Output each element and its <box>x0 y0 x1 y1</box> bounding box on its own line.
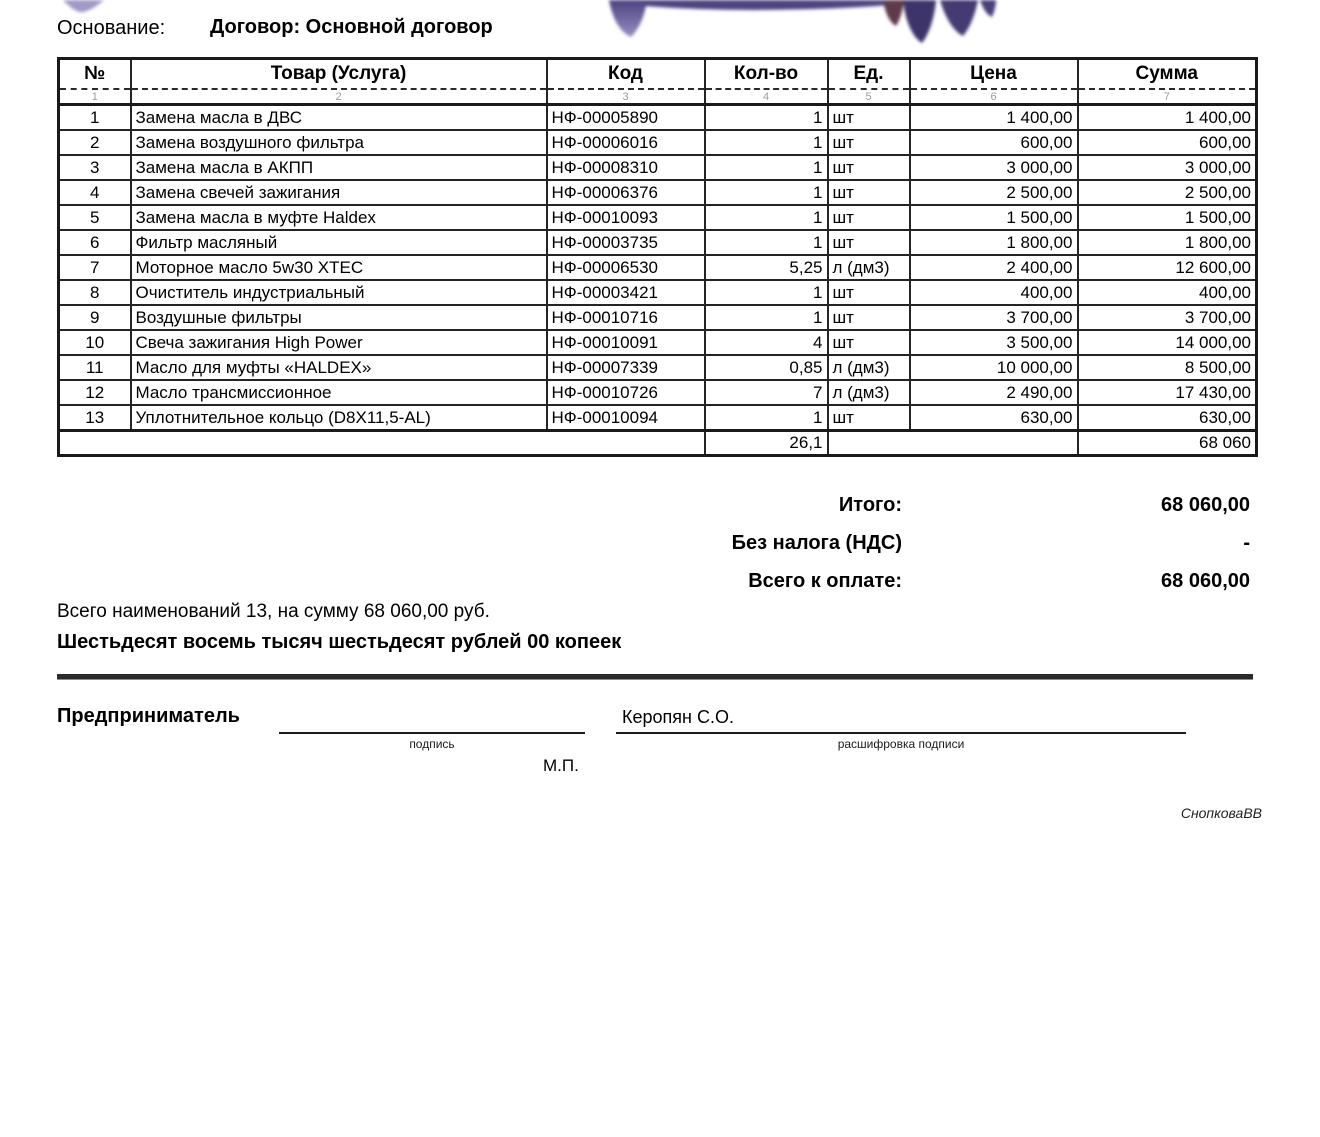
signer-role: Предприниматель <box>57 705 240 727</box>
column-numbers-row <box>59 89 1257 105</box>
row-number: 5 <box>59 205 131 230</box>
table-header-row <box>59 59 1257 90</box>
header-price: Цена <box>910 59 1078 90</box>
signature-caption: подпись <box>409 737 455 751</box>
item-unit: шт <box>828 330 910 355</box>
item-name: Уплотнительное кольцо (D8X11,5-AL) <box>131 405 547 431</box>
item-code: НФ-00006016 <box>547 130 705 155</box>
table-row <box>59 280 1257 305</box>
item-price: 2 500,00 <box>910 180 1078 205</box>
item-code: НФ-00010094 <box>547 405 705 431</box>
total-label: Итого: <box>838 493 902 516</box>
table-totals-row <box>59 431 1257 456</box>
basis-value: Договор: Основной договор <box>210 16 493 38</box>
item-qty: 0,85 <box>705 355 828 380</box>
executor-note: СнопковаВВ <box>1180 805 1262 821</box>
amount-in-words: Шестьдесят восемь тысяч шестьдесят рублей 00 копеек <box>57 631 622 653</box>
item-unit: л (дм3) <box>828 355 910 380</box>
item-sum: 400,00 <box>1078 280 1257 305</box>
item-sum: 8 500,00 <box>1078 355 1257 380</box>
row-number: 2 <box>59 130 131 155</box>
signature-ink-icon <box>0 0 1320 55</box>
signature-name-caption: расшифровка подписи <box>837 737 965 751</box>
item-qty: 1 <box>705 130 828 155</box>
total-label: Без налога (НДС) <box>731 531 902 554</box>
item-price: 1 800,00 <box>910 230 1078 255</box>
item-sum: 600,00 <box>1078 130 1257 155</box>
totals-row-spacer <box>828 431 1078 456</box>
item-name: Моторное масло 5w30 XTEC <box>131 255 547 280</box>
item-code: НФ-00010716 <box>547 305 705 330</box>
items-count-line: Всего наименований 13, на сумму 68 060,00 руб. <box>57 601 490 622</box>
item-price: 10 000,00 <box>910 355 1078 380</box>
item-name: Масло для муфты «HALDEX» <box>131 355 547 380</box>
section-divider <box>57 674 1253 680</box>
total-row-payable <box>57 562 1250 600</box>
item-qty: 1 <box>705 280 828 305</box>
item-price: 1 500,00 <box>910 205 1078 230</box>
item-code: НФ-00003421 <box>547 280 705 305</box>
header-code: Код <box>547 59 705 90</box>
column-number: 1 <box>59 89 131 105</box>
item-qty: 1 <box>705 155 828 180</box>
item-qty: 1 <box>705 180 828 205</box>
column-number: 3 <box>547 89 705 105</box>
row-number: 10 <box>59 330 131 355</box>
item-sum: 2 500,00 <box>1078 180 1257 205</box>
table-row <box>59 180 1257 205</box>
item-name: Замена масла в ДВС <box>131 105 547 131</box>
table-row <box>59 155 1257 180</box>
row-number: 12 <box>59 380 131 405</box>
table-row <box>59 255 1257 280</box>
total-row-no-vat <box>57 524 1250 562</box>
item-name: Замена масла в муфте Haldex <box>131 205 547 230</box>
item-unit: шт <box>828 180 910 205</box>
item-name: Свеча зажигания High Power <box>131 330 547 355</box>
item-code: НФ-00006530 <box>547 255 705 280</box>
item-qty: 4 <box>705 330 828 355</box>
item-sum: 1 400,00 <box>1078 105 1257 131</box>
header-name: Товар (Услуга) <box>131 59 547 90</box>
item-sum: 14 000,00 <box>1078 330 1257 355</box>
item-unit: шт <box>828 130 910 155</box>
item-qty: 1 <box>705 230 828 255</box>
item-code: НФ-00008310 <box>547 155 705 180</box>
item-price: 3 700,00 <box>910 305 1078 330</box>
header-unit: Ед. <box>828 59 910 90</box>
total-label: Всего к оплате: <box>748 569 902 592</box>
header-sum: Сумма <box>1078 59 1257 90</box>
table-row <box>59 205 1257 230</box>
item-qty: 1 <box>705 405 828 431</box>
item-qty: 5,25 <box>705 255 828 280</box>
item-code: НФ-00010093 <box>547 205 705 230</box>
item-sum: 3 000,00 <box>1078 155 1257 180</box>
column-number: 2 <box>131 89 547 105</box>
table-row <box>59 380 1257 405</box>
item-sum: 1 500,00 <box>1078 205 1257 230</box>
column-number: 6 <box>910 89 1078 105</box>
table-row <box>59 130 1257 155</box>
item-sum: 3 700,00 <box>1078 305 1257 330</box>
item-sum: 17 430,00 <box>1078 380 1257 405</box>
row-number: 6 <box>59 230 131 255</box>
total-value: 68 060,00 <box>1161 493 1250 516</box>
item-unit: шт <box>828 230 910 255</box>
item-name: Фильтр масляный <box>131 230 547 255</box>
items-table <box>57 57 1258 457</box>
item-price: 630,00 <box>910 405 1078 431</box>
item-sum: 1 800,00 <box>1078 230 1257 255</box>
item-price: 2 400,00 <box>910 255 1078 280</box>
table-row <box>59 105 1257 131</box>
item-code: НФ-00010726 <box>547 380 705 405</box>
item-unit: л (дм3) <box>828 380 910 405</box>
stamp-place-mark: М.П. <box>543 756 579 775</box>
item-unit: шт <box>828 205 910 230</box>
total-sum: 68 060 <box>1078 431 1257 456</box>
totals-block <box>57 486 1250 600</box>
table-row <box>59 305 1257 330</box>
item-price: 3 000,00 <box>910 155 1078 180</box>
item-qty: 1 <box>705 105 828 131</box>
item-unit: шт <box>828 105 910 131</box>
item-price: 1 400,00 <box>910 105 1078 131</box>
item-unit: шт <box>828 305 910 330</box>
total-value: 68 060,00 <box>1161 569 1250 592</box>
item-price: 600,00 <box>910 130 1078 155</box>
item-unit: шт <box>828 280 910 305</box>
total-row-itogo <box>57 486 1250 524</box>
item-code: НФ-00010091 <box>547 330 705 355</box>
item-name: Замена свечей зажигания <box>131 180 547 205</box>
item-unit: шт <box>828 405 910 431</box>
column-number: 4 <box>705 89 828 105</box>
header-num: № <box>59 59 131 90</box>
item-qty: 1 <box>705 205 828 230</box>
item-price: 2 490,00 <box>910 380 1078 405</box>
item-sum: 630,00 <box>1078 405 1257 431</box>
row-number: 13 <box>59 405 131 431</box>
header-qty: Кол-во <box>705 59 828 90</box>
row-number: 8 <box>59 280 131 305</box>
row-number: 1 <box>59 105 131 131</box>
item-qty: 7 <box>705 380 828 405</box>
item-name: Масло трансмиссионное <box>131 380 547 405</box>
item-name: Замена воздушного фильтра <box>131 130 547 155</box>
table-row <box>59 330 1257 355</box>
item-name: Замена масла в АКПП <box>131 155 547 180</box>
item-name: Воздушные фильтры <box>131 305 547 330</box>
total-quantity: 26,1 <box>705 431 828 456</box>
signature-line <box>279 732 585 734</box>
column-number: 5 <box>828 89 910 105</box>
item-code: НФ-00007339 <box>547 355 705 380</box>
basis-label: Основание: <box>57 17 166 39</box>
row-number: 11 <box>59 355 131 380</box>
table-row <box>59 355 1257 380</box>
totals-row-spacer <box>59 431 705 456</box>
item-name: Очиститель индустриальный <box>131 280 547 305</box>
row-number: 9 <box>59 305 131 330</box>
item-code: НФ-00006376 <box>547 180 705 205</box>
item-code: НФ-00003735 <box>547 230 705 255</box>
table-row <box>59 405 1257 431</box>
signer-name: Керопян С.О. <box>622 707 734 727</box>
row-number: 3 <box>59 155 131 180</box>
row-number: 7 <box>59 255 131 280</box>
column-number: 7 <box>1078 89 1257 105</box>
item-price: 400,00 <box>910 280 1078 305</box>
item-unit: шт <box>828 155 910 180</box>
item-unit: л (дм3) <box>828 255 910 280</box>
item-code: НФ-00005890 <box>547 105 705 131</box>
table-row <box>59 230 1257 255</box>
total-value: - <box>1243 531 1250 554</box>
row-number: 4 <box>59 180 131 205</box>
item-sum: 12 600,00 <box>1078 255 1257 280</box>
item-qty: 1 <box>705 305 828 330</box>
signature-name-line <box>616 732 1186 734</box>
item-price: 3 500,00 <box>910 330 1078 355</box>
